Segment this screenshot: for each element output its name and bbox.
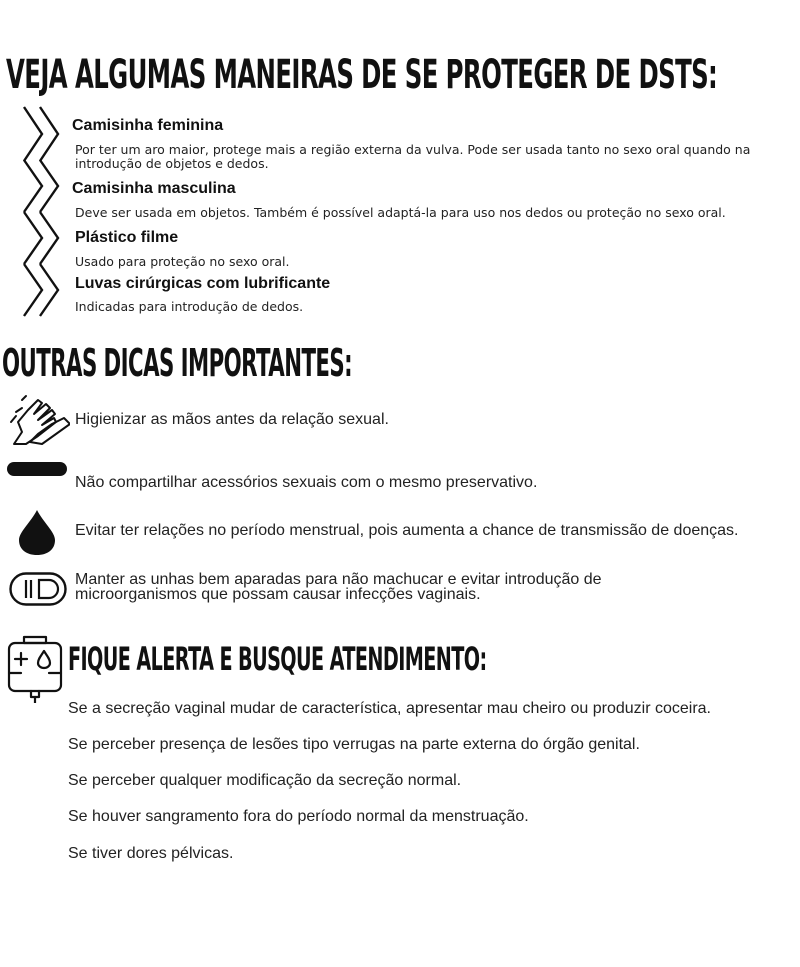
tip-text: Evitar ter relações no período menstrual, pois aumenta a chance de transmissão de doenças. [75,522,739,539]
alert-item: Se tiver dores pélvicas. [68,845,234,862]
section-heading-alert: FIQUE ALERTA E BUSQUE ATENDIMENTO: [68,640,487,678]
pill-bar-icon [7,462,67,476]
chevron-double-icon [22,158,62,214]
chevron-double-icon [22,262,62,318]
method-title: Plástico filme [75,229,179,246]
alert-item: Se perceber presença de lesões tipo verrugas na parte externa do órgão genital. [68,736,640,753]
tip-text: Higienizar as mãos antes da relação sexual. [75,411,389,428]
alert-item: Se houver sangramento fora do período normal da menstruação. [68,808,529,825]
section-heading-tips: OUTRAS DICAS IMPORTANTES: [2,341,353,385]
method-title: Camisinha feminina [72,117,224,134]
method-description: Indicadas para introdução de dedos. [75,299,304,314]
blood-drop-icon [17,508,57,556]
chevron-double-icon [22,210,62,266]
alert-item: Se perceber qualquer modificação da secreção normal. [68,772,462,789]
tip-text: Manter as unhas bem aparadas para não machucar e evitar introdução de microorganismos que possam causar infecções vaginais. [75,571,602,603]
method-description: Usado para proteção no sexo oral. [75,254,290,269]
fingernail-icon [9,572,67,606]
medical-bag-icon [6,633,64,703]
method-title: Camisinha masculina [72,180,236,197]
alert-item: Se a secreção vaginal mudar de característica, apresentar mau cheiro ou produzir coceira. [68,700,711,717]
tip-text: Não compartilhar acessórios sexuais com o mesmo preservativo. [75,474,538,491]
method-description: Deve ser usada em objetos. Também é possível adaptá-la para uso nos dedos ou proteção no sexo oral. [75,205,726,220]
clapping-hands-icon [8,394,70,448]
method-title: Luvas cirúrgicas com lubrificante [75,275,331,292]
section-heading-protection: VEJA ALGUMAS MANEIRAS DE SE PROTEGER DE DSTS: [6,52,718,98]
chevron-double-icon [22,105,62,163]
method-description: Por ter um aro maior, protege mais a região externa da vulva. Pode ser usada tanto no sexo oral quando na introdução de objetos e dedos. [75,142,751,171]
